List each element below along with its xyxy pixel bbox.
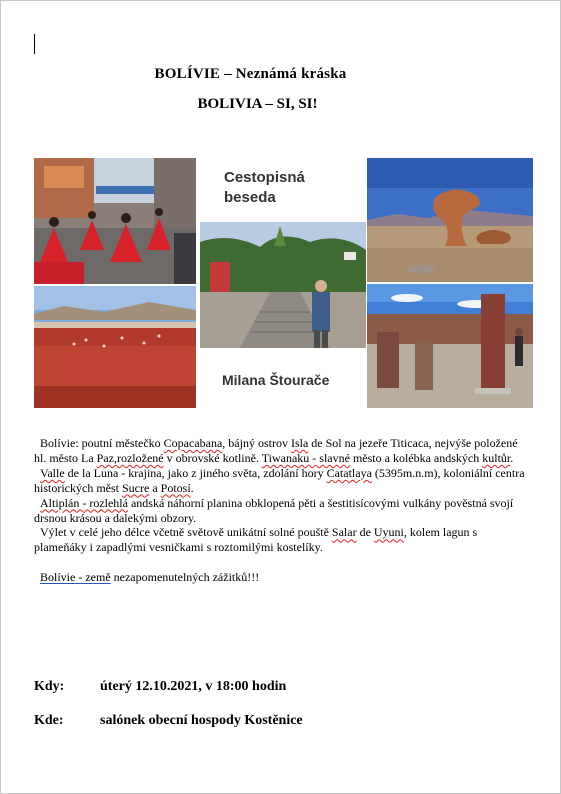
title-czech: BOLÍVIE – Neznámá kráska <box>154 66 347 82</box>
when-value: úterý 12.10.2021, v 18:00 hodin <box>100 679 287 694</box>
paragraph-valle: Valle de la Luna - krajina, jako z jiného světa, zdolání hory Catatlaya (5395m.n.m), koloniální centra historických měst Sucre a Potosí. <box>34 465 525 495</box>
spacer <box>34 555 529 570</box>
where-value: salónek obecní hospody Kostěnice <box>100 713 303 728</box>
event-type-label: Cestopisná beseda <box>224 169 305 206</box>
paragraph-altiplan: Altiplán - rozlehlá andská náhorní planina obklopená pěti a šestitisícovými vulkány pověstná svojí drsnou krásou a dalekými obzory. <box>34 495 514 525</box>
traveler-portrait-photo <box>200 222 366 348</box>
paragraph-vylet: Výlet v celé jeho délce včetně světově unikátní solné pouště Salar de Uyuni, kolem lagun s plameňáky i zapadlými vesničkami s roztomilými kostelíky. <box>34 525 478 555</box>
tiwanaku-monoliths-photo <box>367 284 533 408</box>
title-spanish: BOLIVIA – SI, SI! <box>197 96 318 112</box>
stone-tree-desert-photo <box>367 158 533 282</box>
text-cursor <box>34 34 35 54</box>
festival-dancers-photo <box>34 158 196 284</box>
where-label: Kde: <box>34 713 64 728</box>
description-text <box>34 436 529 585</box>
presenter-name: Milana Štourače <box>222 372 330 388</box>
paragraph-closing: Bolívie - země nezapomenutelných zážitků!!! <box>40 570 260 585</box>
paragraph-bolivie: Bolívie: poutní městečko Copacabana, bájný ostrov Isla de Sol na jezeře Titicaca, nejvýše položené hl. město La Paz,rozložené v obrovské kotlině. Tiwanaku - slavné město a kolébka andských kultůr. <box>34 436 518 465</box>
flamingo-lagoon-photo <box>34 286 196 408</box>
when-label: Kdy: <box>34 679 65 694</box>
